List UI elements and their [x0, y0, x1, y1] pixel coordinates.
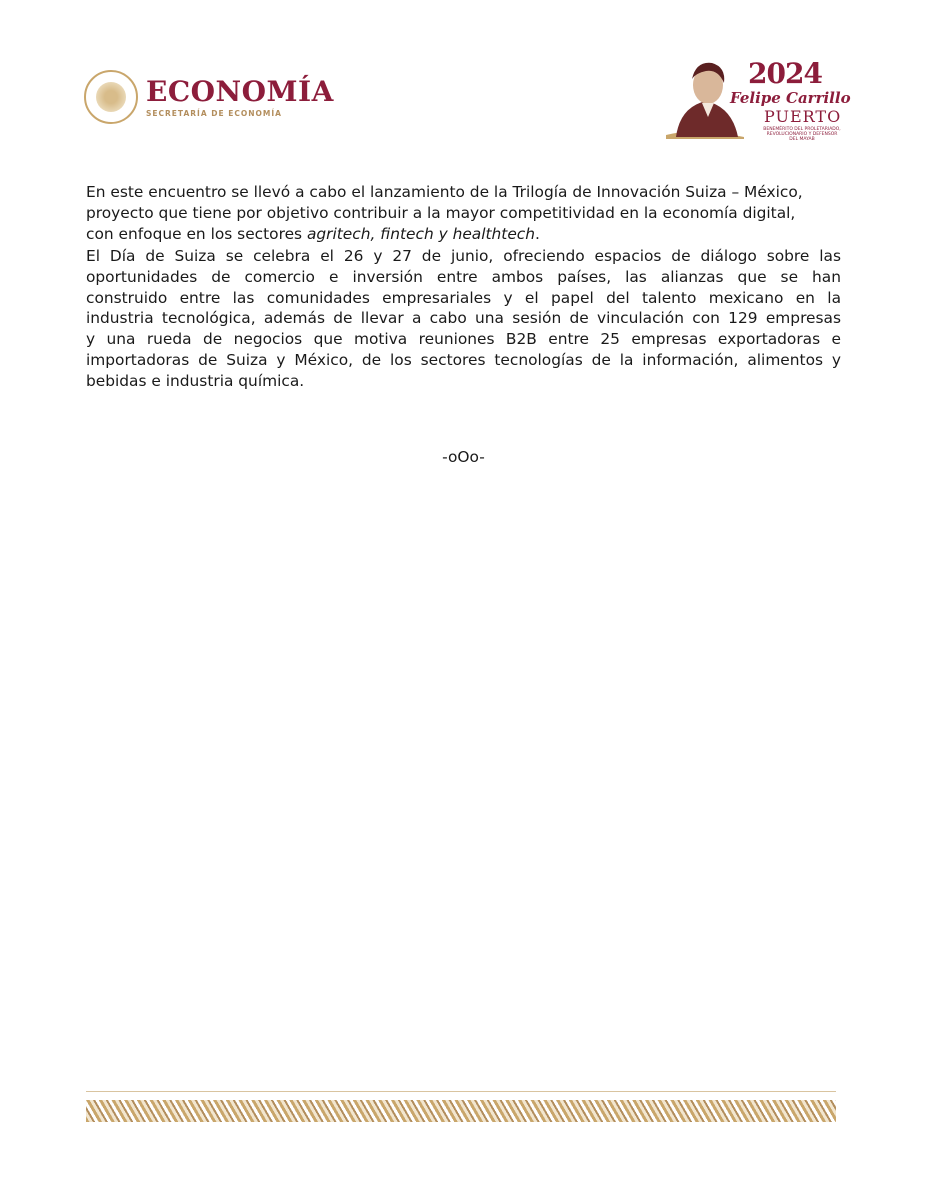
- paragraph-1: [86, 182, 841, 244]
- year: 2024: [748, 57, 822, 90]
- national-seal-icon: [84, 70, 138, 124]
- footer-ornament-band: [86, 1100, 836, 1122]
- text-span: con enfoque en los sectores: [86, 224, 307, 243]
- name-line2: PUERTO: [764, 107, 842, 126]
- text-line: industria tecnológica, además de llevar a cabo una sesión de vinculación con 129 empresas: [86, 309, 841, 328]
- end-separator: -oOo-: [442, 448, 485, 466]
- text-line: bebidas e industria química.: [86, 371, 305, 390]
- text-line: construido entre las comunidades empresariales y el papel del talento mexicano en la: [86, 288, 841, 307]
- footer-divider: [86, 1091, 836, 1092]
- logo-title: ECONOMÍA: [146, 74, 334, 108]
- paragraph-2: [86, 246, 841, 392]
- text-line: El Día de Suiza se celebra el 26 y 27 de junio, ofreciendo espacios de diálogo sobre las: [86, 247, 841, 265]
- text-line: [86, 224, 841, 245]
- felipe-carrillo-puerto-2024-logo: [658, 55, 851, 145]
- text-line: proyecto que tiene por objetivo contribuir a la mayor competitividad en la economía digital,: [86, 203, 796, 222]
- text-line: oportunidades de comercio e inversión entre ambos países, las alianzas que se han: [86, 267, 841, 286]
- tagline: BENEMÉRITO DEL PROLETARIADO, REVOLUCIONARIO Y DEFENSOR DEL MAYAB: [763, 127, 841, 142]
- name-line1: Felipe Carrillo: [730, 89, 851, 107]
- text-span: .: [535, 224, 540, 243]
- text-line: En este encuentro se llevó a cabo el lanzamiento de la Trilogía de Innovación Suiza – México,: [86, 183, 803, 201]
- sectors-italic: agritech, fintech y healthtech: [306, 224, 536, 243]
- economia-logo: [84, 70, 334, 124]
- text-line: y una rueda de negocios que motiva reuniones B2B entre 25 empresas exportadoras e: [86, 330, 841, 349]
- logo-subtitle: SECRETARÍA DE ECONOMÍA: [146, 108, 282, 118]
- text-line: importadoras de Suiza y México, de los sectores tecnologías de la información, alimentos y: [86, 350, 841, 369]
